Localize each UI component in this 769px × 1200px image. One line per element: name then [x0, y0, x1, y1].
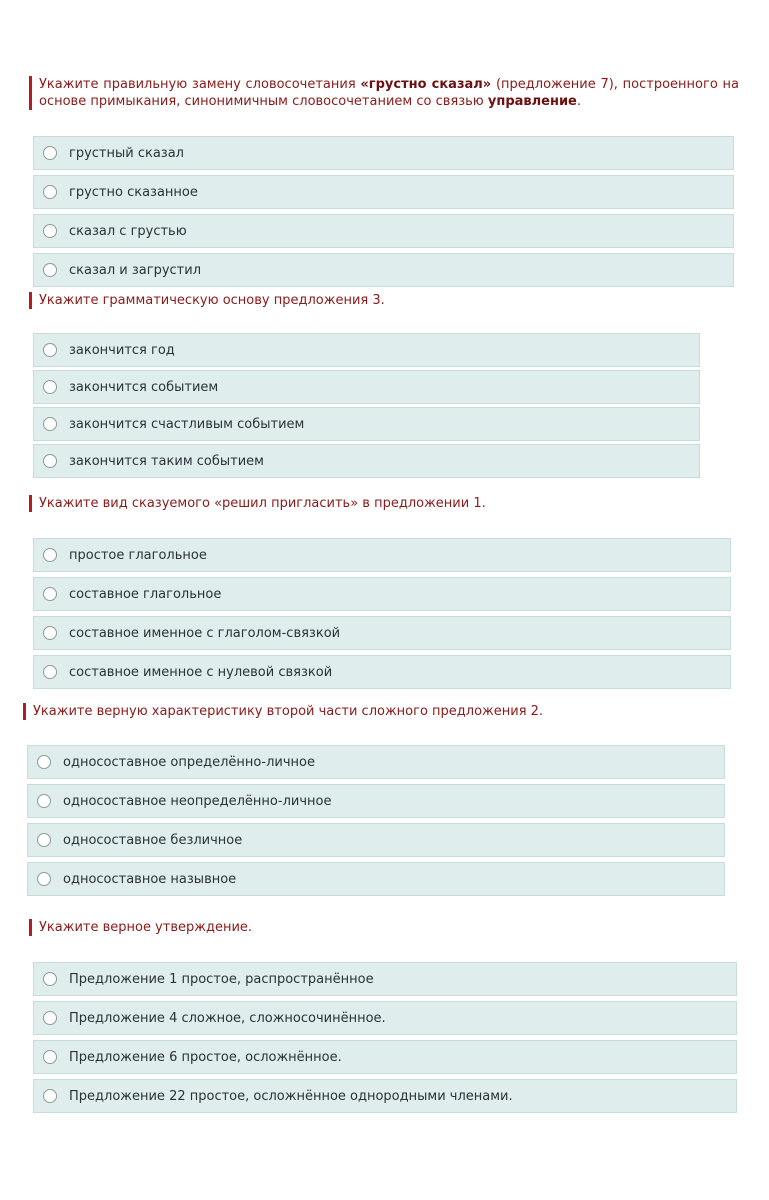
radio-button[interactable] — [43, 380, 57, 394]
radio-button[interactable] — [37, 794, 51, 808]
question-5-option-1[interactable] — [33, 962, 737, 996]
radio-button[interactable] — [43, 1050, 57, 1064]
question-1-option-3[interactable] — [33, 214, 734, 248]
radio-button[interactable] — [37, 755, 51, 769]
option-label: односоставное неопределённо-личное — [63, 793, 332, 809]
question-1-phrase: «грустно сказал» — [360, 77, 492, 92]
question-4-option-2[interactable] — [27, 784, 725, 818]
radio-button[interactable] — [37, 872, 51, 886]
radio-button[interactable] — [43, 185, 57, 199]
question-2-title: Укажите грамматическую основу предложения 3. — [29, 292, 729, 309]
question-5-option-4[interactable] — [33, 1079, 737, 1113]
option-label: закончится год — [69, 342, 175, 358]
option-label: односоставное безличное — [63, 832, 243, 848]
question-4-option-3[interactable] — [27, 823, 725, 857]
option-label: составное именное с глаголом-связкой — [69, 625, 341, 641]
radio-button[interactable] — [43, 972, 57, 986]
option-label: Предложение 6 простое, осложнённое. — [69, 1049, 342, 1065]
question-1-option-2[interactable] — [33, 175, 734, 209]
radio-button[interactable] — [37, 833, 51, 847]
option-label: составное именное с нулевой связкой — [69, 664, 333, 680]
radio-button[interactable] — [43, 1011, 57, 1025]
radio-button[interactable] — [43, 263, 57, 277]
question-2-option-4[interactable] — [33, 444, 700, 478]
question-1-text-2: (предложение 7), построенного на основе примыкания, синонимичным словосочетанием со связью — [39, 77, 739, 109]
question-1-option-1[interactable] — [33, 136, 734, 170]
question-1-option-4[interactable] — [33, 253, 734, 287]
option-label: сказал с грустью — [69, 223, 187, 239]
question-4-option-1[interactable] — [27, 745, 725, 779]
question-1-text-end: . — [576, 94, 582, 109]
radio-button[interactable] — [43, 454, 57, 468]
question-2-option-1[interactable] — [33, 333, 700, 367]
option-label: грустно сказанное — [69, 184, 198, 200]
option-label: закончится счастливым событием — [69, 416, 305, 432]
radio-button[interactable] — [43, 417, 57, 431]
question-1-text: Укажите правильную замену словосочетания — [39, 77, 361, 92]
radio-button[interactable] — [43, 665, 57, 679]
radio-button[interactable] — [43, 343, 57, 357]
option-label: составное глагольное — [69, 586, 222, 602]
question-5-option-3[interactable] — [33, 1040, 737, 1074]
option-label: сказал и загрустил — [69, 262, 201, 278]
option-label: простое глагольное — [69, 547, 207, 563]
radio-button[interactable] — [43, 587, 57, 601]
option-label: закончится таким событием — [69, 453, 264, 469]
option-label: Предложение 4 сложное, сложносочинённое. — [69, 1010, 386, 1026]
option-label: односоставное назывное — [63, 871, 237, 887]
question-3-option-4[interactable] — [33, 655, 731, 689]
question-5-title: Укажите верное утверждение. — [29, 919, 729, 936]
option-label: Предложение 1 простое, распространённое — [69, 971, 374, 987]
radio-button[interactable] — [43, 626, 57, 640]
question-3-option-1[interactable] — [33, 538, 731, 572]
question-3-option-3[interactable] — [33, 616, 731, 650]
question-4-option-4[interactable] — [27, 862, 725, 896]
question-1-title — [29, 76, 739, 110]
question-2-option-2[interactable] — [33, 370, 700, 404]
question-2-option-3[interactable] — [33, 407, 700, 441]
radio-button[interactable] — [43, 548, 57, 562]
option-label: Предложение 22 простое, осложнённое однородными членами. — [69, 1088, 513, 1104]
radio-button[interactable] — [43, 146, 57, 160]
question-3-option-2[interactable] — [33, 577, 731, 611]
option-label: грустный сказал — [69, 145, 184, 161]
question-4-title: Укажите верную характеристику второй части сложного предложения 2. — [23, 703, 723, 720]
radio-button[interactable] — [43, 1089, 57, 1103]
question-3-title: Укажите вид сказуемого «решил пригласить» в предложении 1. — [29, 495, 729, 512]
option-label: закончится событием — [69, 379, 219, 395]
question-1-connection-type: управление — [487, 94, 577, 109]
option-label: односоставное определённо-личное — [63, 754, 315, 770]
question-5-option-2[interactable] — [33, 1001, 737, 1035]
radio-button[interactable] — [43, 224, 57, 238]
